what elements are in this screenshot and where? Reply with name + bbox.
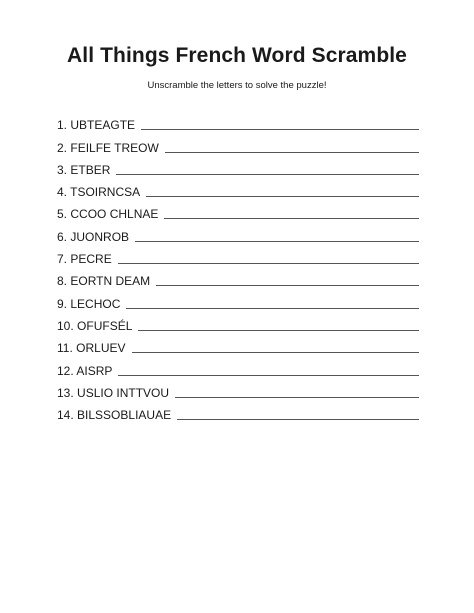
answer-line[interactable] — [138, 329, 419, 331]
scrambled-word — [67, 163, 110, 177]
item-number: 3. — [57, 162, 68, 177]
scrambled-word — [67, 118, 135, 132]
instructions: Unscramble the letters to solve the puzzle! — [147, 80, 327, 91]
scrambled-word — [67, 185, 140, 199]
item-number: 13. — [57, 385, 74, 400]
scrambled-word-text: AISRP — [76, 363, 113, 378]
answer-line[interactable] — [165, 151, 419, 153]
answer-line[interactable] — [135, 240, 419, 242]
scrambled-word — [74, 319, 133, 333]
scrambled-word-text: CCOO CHLNAE — [70, 207, 159, 222]
scrambled-word-text: EORTN DEAM — [70, 274, 151, 289]
scrambled-word — [74, 408, 171, 422]
scramble-item-6 — [57, 221, 419, 243]
scramble-list — [57, 110, 419, 422]
item-number: 1. — [57, 118, 68, 133]
scramble-item-4 — [57, 177, 419, 199]
scrambled-word — [67, 297, 120, 311]
answer-line[interactable] — [175, 396, 419, 398]
answer-line[interactable] — [146, 195, 419, 197]
scramble-item-11 — [57, 333, 419, 355]
item-number: 10. — [57, 318, 74, 333]
scrambled-word — [67, 207, 158, 221]
scramble-item-9 — [57, 288, 419, 310]
scramble-item-13 — [57, 378, 419, 400]
item-number: 4. — [57, 185, 68, 200]
scrambled-word-text: LECHOC — [70, 296, 121, 311]
scrambled-word — [74, 364, 113, 378]
scramble-item-14 — [57, 400, 419, 422]
answer-line[interactable] — [118, 262, 419, 264]
scrambled-word — [67, 274, 150, 288]
scrambled-word-text: USLIO INTTVOU — [77, 385, 170, 400]
item-number: 7. — [57, 252, 68, 267]
scramble-item-7 — [57, 244, 419, 266]
scramble-item-2 — [57, 132, 419, 154]
scrambled-word — [67, 141, 159, 155]
answer-line[interactable] — [132, 351, 420, 353]
scrambled-word-text: ORLUEV — [76, 341, 126, 356]
answer-line[interactable] — [141, 128, 419, 130]
item-number: 12. — [57, 363, 74, 378]
answer-line[interactable] — [118, 374, 419, 376]
answer-line[interactable] — [156, 284, 419, 286]
scrambled-word — [67, 230, 129, 244]
scrambled-word — [67, 252, 112, 266]
item-number: 9. — [57, 296, 68, 311]
item-number: 8. — [57, 274, 68, 289]
scrambled-word-text: UBTEAGTE — [70, 118, 136, 133]
item-number: 2. — [57, 140, 68, 155]
answer-line[interactable] — [164, 217, 419, 219]
scramble-item-5 — [57, 199, 419, 221]
scrambled-word-text: PECRE — [70, 252, 112, 267]
answer-line[interactable] — [116, 173, 419, 175]
item-number: 11. — [57, 341, 73, 356]
scrambled-word — [74, 386, 169, 400]
item-number: 5. — [57, 207, 68, 222]
scrambled-word — [73, 341, 126, 355]
scrambled-word-text: FEILFE TREOW — [70, 140, 159, 155]
scrambled-word-text: JUONROB — [70, 229, 130, 244]
scramble-item-12 — [57, 355, 419, 377]
scrambled-word-text: OFUFSÉL — [77, 318, 133, 333]
page-title: All Things French Word Scramble — [67, 44, 407, 67]
item-number: 14. — [57, 408, 74, 423]
scramble-item-10 — [57, 311, 419, 333]
scramble-item-8 — [57, 266, 419, 288]
scramble-item-1 — [57, 110, 419, 132]
scramble-item-3 — [57, 155, 419, 177]
scrambled-word-text: BILSSOBLIAUAE — [77, 408, 172, 423]
answer-line[interactable] — [126, 307, 419, 309]
item-number: 6. — [57, 229, 68, 244]
scrambled-word-text: TSOIRNCSA — [70, 185, 141, 200]
answer-line[interactable] — [177, 418, 419, 420]
scrambled-word-text: ETBER — [70, 162, 111, 177]
